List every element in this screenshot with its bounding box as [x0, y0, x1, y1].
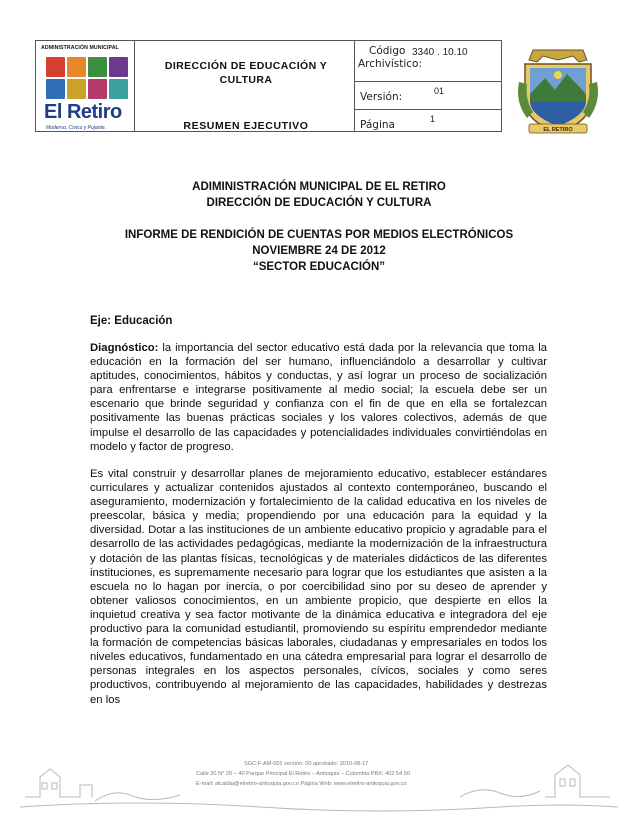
logo-tile: [88, 79, 107, 99]
logo-slogan: Moderno, Cívico y Pujante.: [46, 125, 107, 131]
logo-tile: [88, 57, 107, 77]
divider: [134, 41, 135, 131]
department-line-2: CULTURA: [219, 74, 273, 86]
logo-tile: [67, 57, 86, 77]
diagnosis-paragraph: [90, 341, 547, 454]
logo-tile: [46, 57, 65, 77]
coat-of-arms-icon: [515, 42, 601, 138]
version-label: Versión:: [360, 91, 403, 103]
logo-tile: [67, 79, 86, 99]
code-value: 3340 . 10.10: [412, 47, 468, 58]
logo-tile: [109, 57, 128, 77]
divider: [354, 81, 501, 82]
municipal-logo: [38, 43, 134, 129]
department-name: [146, 59, 346, 87]
footer-document-control: SGC:F-AM-001 versión: 00 aprobado: 2010-08-17: [244, 761, 369, 767]
divider: [354, 41, 355, 131]
title-line-2: DIRECCIÓN DE EDUCACIÓN Y CULTURA: [206, 197, 432, 209]
title-line-1: ADIMINISTRACIÓN MUNICIPAL DE EL RETIRO: [192, 181, 446, 193]
page-label: Página: [360, 119, 395, 131]
diagnosis-label: Diagnóstico:: [90, 342, 159, 354]
logo-tile: [109, 79, 128, 99]
shield-banner: EL RETIRO: [543, 127, 573, 133]
diagnosis-text: la importancia del sector educativo está dada por la relevancia que toma la educación en la formación del ser humano, influenciándolo a desarrollar y cultivar aptitudes, conocimientos, hábitos y conductas, y así lograr un proceso de socialización para enfrentarse e integrarse positivamente al medio social; la escuela debe ser un escenario que brinde seguridad y confianza con el fin de que en ella se fortalezcan positivamente las buenas prácticas sociales y los valores colectivos, además de que impulse el desarrollo de las capacidades y potencialidades individuales convirtiéndolas en modelo y factor de progreso.: [90, 342, 547, 453]
report-sector: “SECTOR EDUCACIÓN”: [252, 261, 386, 273]
footer-address: Calle 20 N° 20 – 40 Parque Principal El Retiro – Antioquia – Colombia PBX: 402 54 50: [196, 771, 410, 777]
logo-mosaic: [46, 57, 128, 99]
page-number: 1: [430, 114, 436, 124]
logo-name: El Retiro: [44, 101, 122, 123]
version-value: 01: [434, 86, 445, 96]
axis-heading: Eje: Educación: [90, 315, 173, 327]
department-line-1: DIRECCIÓN DE EDUCACIÓN Y: [164, 60, 328, 72]
body-paragraph: Es vital construir y desarrollar planes de mejoramiento educativo, establecer estándares curriculares y actualizar contenidos ajustados al contexto contemporáneo, buscando el aseguramiento, modernización y fortalecimiento de la calidad educativa en los niveles de preescolar, básica y media; propendiendo por una educación para la equidad y la diversidad. Dotar a las instituciones de un ambiente educativo propicio y agradable para el desarrollo de las actividades pedagógicas, mediante la modernización de la infraestructura y dotación de las plantas físicas, tecnológicas y de materiales didácticos de las diferentes instituciones, es supremamente necesario para lograr que los estudiantes que asisten a la escuela no lo hagan por inercia, o por coercibilidad sino por su deseo de aprender y obtener valiosos conocimientos, en un ambiente propicio, que despierte en ellos la inquietud creativa y sea factor motivante de la dinámica educativa e integradora del eje productivo para la comunidad estudiantil, promoviendo su espíritu emprendedor mediante la formación de competencias básicas laborales, ciudadanas y empresariales en todos los niveles educativos, fundamentado en una cátedra empresarial para lograr el desarrollo de personas integrales en los aspectos personales, cívicos, sociales y como seres productivos, contribuyendo al mejoramiento de las capacidades, habilidades y destrezas en los: [90, 468, 547, 706]
report-title: INFORME DE RENDICIÓN DE CUENTAS POR MEDIOS ELECTRÓNICOS: [124, 229, 514, 241]
divider: [354, 109, 501, 110]
footer-contact: E-mail: alcaldia@elretiro-antioquia.gov.co Página Web: www.elretiro-antioquia.gov.co: [196, 781, 407, 787]
summary-label: RESUMEN EJECUTIVO: [183, 120, 309, 131]
logo-title: ADMINISTRACIÓN MUNICIPAL: [41, 45, 119, 51]
logo-tile: [46, 79, 65, 99]
code-label-2: Archivístico:: [358, 58, 422, 70]
report-date: NOVIEMBRE 24 DE 2012: [252, 245, 386, 257]
code-label: Código: [369, 45, 406, 57]
document-header: [35, 40, 502, 132]
